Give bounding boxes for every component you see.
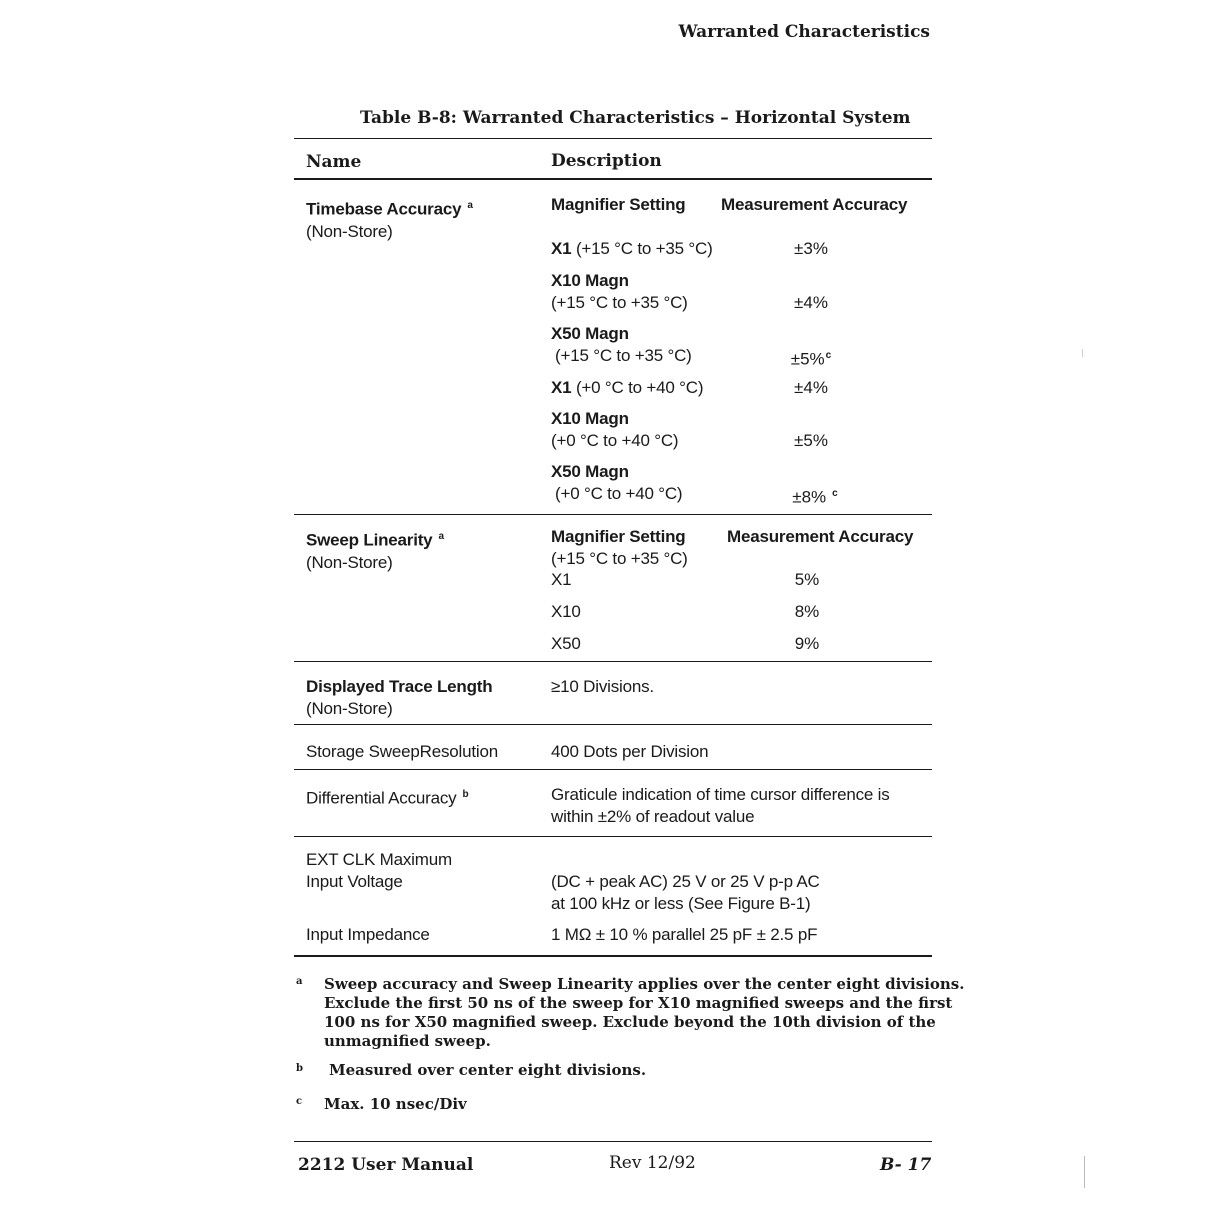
- section-rule: [294, 661, 932, 662]
- magnifier-label: X50 Magn: [551, 462, 629, 481]
- storage-description: 400 Dots per Division: [551, 742, 709, 761]
- temperature-range: (+15 °C to +35 °C): [551, 293, 688, 312]
- accuracy-value: ±3%: [794, 239, 828, 258]
- impedance-value: 1 MΩ ± 10 % parallel 25 pF ± 2.5 pF: [551, 925, 818, 944]
- accuracy-value: [775, 483, 855, 509]
- differential-name: [306, 784, 468, 810]
- sweep-title: Sweep Linearity: [306, 530, 433, 550]
- footnote-c: Max. 10 nsec/Div: [324, 1095, 467, 1113]
- extclk-voltage: [551, 871, 820, 915]
- sweep-range: (+15 °C to +35 °C): [551, 549, 688, 568]
- sweep-row-value: 9%: [794, 634, 820, 653]
- sweep-row-value: 8%: [794, 602, 820, 621]
- accuracy-value: [771, 345, 851, 371]
- accuracy-value: ±4%: [794, 293, 828, 312]
- temperature-range: (+15 °C to +35 °C): [555, 346, 692, 365]
- footnote-ref-c: c: [832, 488, 838, 499]
- temperature-range: (+15 °C to +35 °C): [575, 239, 713, 258]
- accuracy-number: ±8%: [792, 487, 827, 507]
- trace-name: [306, 676, 492, 720]
- footnote-a: [324, 975, 964, 1051]
- differential-line1: Graticule indication of time cursor difference is: [551, 785, 890, 804]
- timebase-setting-header: Magnifier Setting: [551, 195, 686, 214]
- scan-edge-mark: [1084, 1156, 1085, 1188]
- differential-description: [551, 784, 890, 828]
- trace-description: ≥10 Divisions.: [551, 677, 654, 696]
- table-top-rule: [294, 138, 932, 139]
- footnote-mark-a: a: [296, 976, 303, 987]
- footnote-line: Exclude the first 50 ns of the sweep for X10 magnified sweeps and the first: [324, 994, 953, 1012]
- scan-edge-mark: [1082, 349, 1083, 357]
- timebase-row: [551, 323, 692, 367]
- timebase-row: [551, 377, 703, 399]
- differential-title: Differential Accuracy: [306, 788, 457, 808]
- header-rule: [294, 178, 932, 180]
- section-rule: [294, 514, 932, 515]
- accuracy-value: ±5%: [794, 431, 828, 450]
- sweep-setting-block: [551, 526, 688, 570]
- trace-qualifier: (Non-Store): [306, 699, 393, 718]
- extclk-line2: Input Voltage: [306, 872, 403, 891]
- extclk-voltage-line1: (DC + peak AC) 25 V or 25 V p-p AC: [551, 872, 820, 891]
- footnote-ref-a: a: [467, 200, 473, 211]
- trace-title: Displayed Trace Length: [306, 677, 493, 696]
- section-rule: [294, 769, 932, 770]
- timebase-row: [551, 461, 682, 505]
- footnote-line: unmagnified sweep.: [324, 1032, 491, 1050]
- storage-name: Storage SweepResolution: [306, 742, 498, 761]
- footer-manual: 2212 User Manual: [298, 1155, 474, 1175]
- table-bottom-rule: [294, 955, 932, 957]
- accuracy-number: ±5%: [790, 349, 825, 369]
- sweep-setting-header: Magnifier Setting: [551, 527, 686, 546]
- sweep-row-label: X10: [551, 602, 581, 621]
- sweep-row-value: 5%: [794, 570, 820, 589]
- magnifier-label: X1: [551, 378, 572, 397]
- running-head: Warranted Characteristics: [678, 22, 930, 42]
- footnote-mark-b: b: [296, 1063, 303, 1074]
- column-header-name: Name: [306, 152, 362, 172]
- footnote-ref-b: b: [462, 789, 469, 800]
- magnifier-label: X10 Magn: [551, 271, 629, 290]
- extclk-line1: EXT CLK Maximum: [306, 850, 452, 869]
- section-rule: [294, 836, 932, 837]
- footnote-ref-a: a: [438, 531, 444, 542]
- sweep-row-label: X1: [551, 570, 572, 589]
- timebase-row: [551, 238, 713, 260]
- timebase-row: [551, 270, 688, 314]
- footer-page-number: B- 17: [880, 1155, 932, 1175]
- extclk-name: [306, 849, 452, 893]
- footer-rule: [294, 1141, 932, 1142]
- timebase-title: Timebase Accuracy: [306, 199, 462, 219]
- section-rule: [294, 724, 932, 725]
- footnote-b: Measured over center eight divisions.: [329, 1061, 647, 1079]
- timebase-name: [306, 195, 473, 243]
- column-header-description: Description: [551, 151, 662, 171]
- accuracy-value: ±4%: [794, 378, 828, 397]
- footnote-line: 100 ns for X50 magnified sweep. Exclude beyond the 10th division of the: [324, 1013, 936, 1031]
- differential-line2: within ±2% of readout value: [551, 807, 755, 826]
- impedance-label: Input Impedance: [306, 925, 430, 944]
- footnote-mark-c: c: [296, 1096, 303, 1107]
- sweep-row-label: X50: [551, 634, 581, 653]
- extclk-voltage-line2: at 100 kHz or less (See Figure B-1): [551, 894, 811, 913]
- footer-revision: Rev 12/92: [609, 1153, 696, 1173]
- table-title: Table B-8: Warranted Characteristics – Horizontal System: [360, 108, 911, 128]
- temperature-range: (+0 °C to +40 °C): [555, 484, 683, 503]
- sweep-accuracy-header: Measurement Accuracy: [727, 527, 914, 546]
- sweep-name: [306, 526, 444, 574]
- footnote-ref-c: c: [825, 350, 832, 361]
- timebase-row: [551, 408, 678, 452]
- sweep-qualifier: (Non-Store): [306, 552, 393, 572]
- magnifier-label: X50 Magn: [551, 324, 629, 343]
- timebase-qualifier: (Non-Store): [306, 221, 393, 241]
- magnifier-label: X10 Magn: [551, 409, 629, 428]
- timebase-accuracy-header: Measurement Accuracy: [721, 195, 908, 214]
- magnifier-label: X1: [551, 239, 572, 258]
- temperature-range: (+0 °C to +40 °C): [575, 378, 704, 397]
- footnote-line: Sweep accuracy and Sweep Linearity applies over the center eight divisions.: [324, 975, 965, 993]
- temperature-range: (+0 °C to +40 °C): [551, 431, 679, 450]
